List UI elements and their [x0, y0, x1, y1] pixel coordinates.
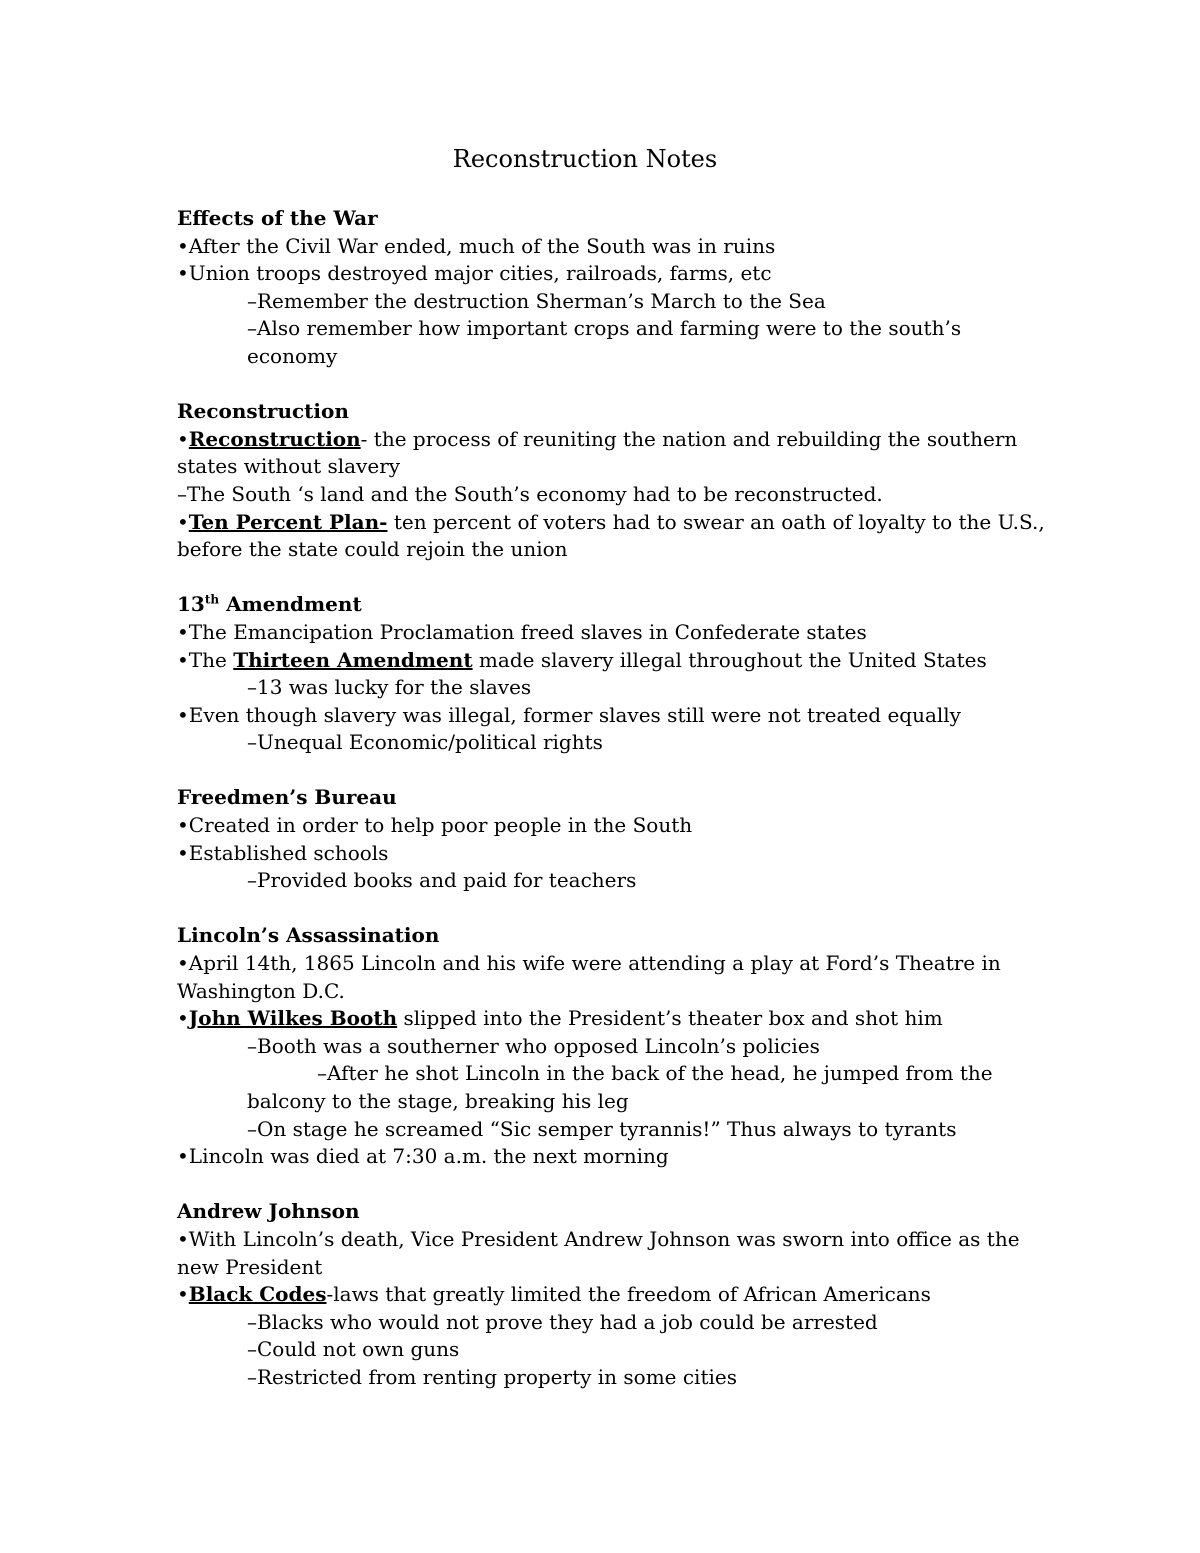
heading-lincolns-assassination: Lincoln’s Assassination	[177, 923, 440, 948]
bullet-line-continued: states without slavery	[177, 454, 401, 479]
sub-line: –Provided books and paid for teachers	[247, 868, 637, 893]
heading-superscript: th	[204, 592, 220, 607]
term-reconstruction: Reconstruction	[188, 426, 361, 451]
heading-freedmens-bureau: Freedmen’s Bureau	[177, 785, 397, 810]
bullet-line: •Created in order to help poor people in the South	[177, 813, 693, 838]
notes-body	[177, 205, 1045, 1392]
heading-andrew-johnson: Andrew Johnson	[177, 1199, 360, 1224]
bullet-line	[177, 1005, 1037, 1033]
bullet-line: •Union troops destroyed major cities, railroads, farms, etc	[177, 261, 772, 286]
bullet: •	[177, 509, 189, 534]
sub-line: –Unequal Economic/political rights	[247, 730, 603, 755]
sub-line: –The South ‘s land and the South’s economy had to be reconstructed.	[177, 481, 883, 506]
sub-line: –On stage he screamed “Sic semper tyrannis!” Thus always to tyrants	[247, 1116, 957, 1141]
bullet-line	[177, 647, 1037, 675]
sub-line-continued: economy	[247, 343, 338, 368]
bullet: •	[177, 1006, 189, 1031]
definition-text: - the process of reuniting the nation and rebuilding the southern	[360, 426, 1018, 451]
sub-line: –Booth was a southerner who opposed Lincoln’s policies	[247, 1033, 820, 1058]
heading-reconstruction: Reconstruction	[177, 399, 349, 424]
term-black-codes: Black Codes	[188, 1282, 327, 1307]
bullet-line: •Even though slavery was illegal, former slaves still were not treated equally	[177, 702, 961, 727]
term-john-wilkes-booth: John Wilkes Booth	[188, 1006, 398, 1031]
sub-line: –Restricted from renting property in some cities	[247, 1364, 737, 1389]
bullet-line	[177, 509, 1045, 537]
sub-line: –13 was lucky for the slaves	[247, 675, 532, 700]
sub-line: –Also remember how important crops and farming were to the south’s	[247, 316, 962, 341]
heading-number: 13	[177, 592, 205, 617]
definition-text: made slavery illegal throughout the United States	[472, 647, 987, 672]
bullet-line: •With Lincoln’s death, Vice President Andrew Johnson was sworn into office as the	[177, 1226, 1020, 1251]
definition-text: slipped into the President’s theater box and shot him	[397, 1006, 943, 1031]
bullet: •	[177, 1282, 189, 1307]
term-thirteen-amendment: Thirteen Amendment	[233, 647, 473, 672]
heading-13th-amendment	[177, 591, 1037, 619]
sub-line: –Remember the destruction Sherman’s March to the Sea	[247, 288, 826, 313]
sub-line: –Blacks who would not prove they had a job could be arrested	[247, 1309, 878, 1334]
definition-text: ten percent of voters had to swear an oath of loyalty to the U.S.,	[387, 509, 1045, 534]
term-ten-percent-plan: Ten Percent Plan-	[188, 509, 388, 534]
bullet-line-continued: before the state could rejoin the union	[177, 537, 568, 562]
bullet-line-continued: Washington D.C.	[177, 978, 345, 1003]
bullet-prefix: •The	[177, 647, 234, 672]
bullet-line	[177, 1281, 1037, 1309]
heading-effects-of-the-war: Effects of the War	[177, 206, 378, 230]
bullet-line: •April 14th, 1865 Lincoln and his wife were attending a play at Ford’s Theatre in	[177, 951, 1001, 976]
bullet-line	[177, 426, 1037, 454]
definition-text: -laws that greatly limited the freedom of African Americans	[326, 1282, 931, 1307]
heading-text: Amendment	[219, 592, 362, 617]
bullet-line: •Lincoln was died at 7:30 a.m. the next morning	[177, 1144, 669, 1169]
sub-sub-line-continued: balcony to the stage, breaking his leg	[247, 1089, 629, 1113]
bullet-line: •The Emancipation Proclamation freed slaves in Confederate states	[177, 619, 867, 644]
sub-line: –Could not own guns	[247, 1337, 460, 1362]
bullet: •	[177, 426, 189, 451]
sub-sub-line: –After he shot Lincoln in the back of the head, he jumped from the	[317, 1061, 993, 1086]
bullet-line-continued: new President	[177, 1254, 323, 1279]
page-title: Reconstruction Notes	[452, 145, 718, 173]
bullet-line: •Established schools	[177, 840, 389, 865]
bullet-line: •After the Civil War ended, much of the South was in ruins	[177, 233, 776, 258]
